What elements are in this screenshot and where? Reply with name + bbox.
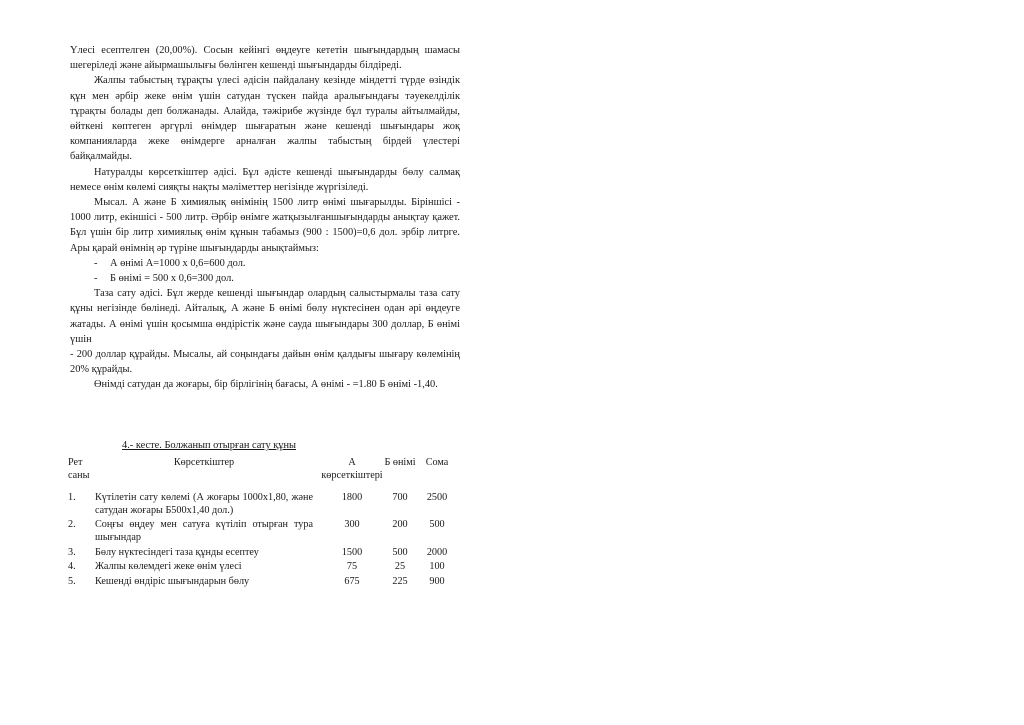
cell-a: 675 [344,575,360,587]
cell-b: 700 [392,492,408,504]
paragraph-net-sales-cont: - 200 доллар құрайды. Мысалы, ай соңындағы дайын өнім қалдығы шығару көлемінің 20% құрайды. [70,349,460,376]
header-a: А көрсеткіштері [321,457,383,481]
header-num: Рет саны [68,457,90,481]
cell-sum: 2500 [426,492,448,504]
sales-value-table [68,457,457,590]
cell-b: 500 [392,546,408,558]
header-sum: Сома [425,457,449,468]
cell-a: 75 [346,561,358,573]
table-row [68,519,457,546]
table-header-row [68,457,457,492]
list-item: - Б өнімі = 500 х 0,6=300 дол. [94,273,234,285]
table-row [68,576,457,591]
table-row [68,547,457,562]
header-indicator: Көрсеткіштер [173,457,235,468]
table-row [68,492,457,519]
list-item-text: Б өнімі = 500 х 0,6=300 дол. [110,273,234,285]
cell-sum: 100 [429,561,445,573]
paragraph-price: Өнімді сатудан да жоғары, бір бірлігінің бағасы, А өнімі - =1.80 Б өнімі -1,40. [94,379,438,391]
cell-num: 4. [68,561,76,573]
cell-sum: 2000 [426,546,448,558]
paragraph-example: Мысал. А және Б химиялық өнімінің 1500 литр өнімі шығарылды. Біріншісі - 1000 литр, екіншісі - 500 литр. Әрбір өнімге жатқызылғаншығындарды анықтау қажет. Бұл үшін бір литр химиялық өнім құнын табамыз (900 : 1500)=0,6 дол. эрбір литрге. Ары қарай өнімнің әр түріне шығындарды анықтаймыз: [70,197,460,254]
table-caption: 4.- кесте. Болжанып отырған сату құны [122,440,297,451]
paragraph-natural-indicators: Натуралды көрсеткіштер әдісі. Бұл әдісте кешенді шығындарды бөлу салмақ немесе өнім көлемі сияқты нақты мәліметтер негізінде жүргізіледі. [70,166,460,193]
cell-indicator: Жалпы көлемдегі жеке өнім үлесі [95,561,242,573]
cell-a: 1500 [341,546,363,558]
cell-b: 225 [392,575,408,587]
cell-a: 1800 [341,492,363,504]
cell-b: 200 [392,519,408,531]
cell-num: 5. [68,575,76,587]
header-b: Б өнімі [384,457,416,468]
cell-indicator: Соңғы өңдеу мен сатуға күтіліп отырған тура шығындар [95,519,313,543]
paragraph-share-intro: Үлесі есептелген (20,00%). Сосын кейінгі өңдеуге кететін шығындардың шамасы шегеріледі және айырмашылығы бөлінген кешенді шығындарды білдіреді. [70,45,460,72]
cell-sum: 900 [429,575,445,587]
cell-b: 25 [394,561,406,573]
cell-sum: 500 [429,519,445,531]
cell-num: 1. [68,492,76,504]
cell-indicator: Кешенді өндіріс шығындарын бөлу [95,575,250,587]
cell-indicator: Күтілетін сату көлемі (А жоғары 1000х1,80, және сатудан жоғары Б500х1,40 дол.) [95,492,313,516]
cell-num: 3. [68,546,76,558]
cell-indicator: Бөлу нүктесіндегі таза құнды есептеу [95,546,259,558]
paragraph-net-sales: Таза сату әдісі. Бұл жерде кешенді шығындар олардың салыстырмалы таза сату құны негізінде бөлінеді. Айталық, А және Б өнімі бөлу нүктесінен одан әрі өңдеуге жатады. А өнімі үшін қосымша өндірістік және сауда шығындары 300 доллар, Б өнімі үшін [70,288,460,345]
document-body [70,43,460,393]
cell-a: 300 [344,519,360,531]
paragraph-gross-margin: Жалпы табыстың тұрақты үлесі әдісін пайдалану кезінде міндетті түрде өзіндік құн мен әрбір жеке өнім үшін сатудан түскен пайда аралығындағы тәуекелділік тұрақты болады деп болжанады. Алайда, тәжірибе жүзінде бұл туралы айтылмайды, өйткені көптеген әргүрлі өнімдер шығаратын және кешенді шығындары жоқ компанияларда жеке өнімдерге арналған жалпы табыстың бірдей үлестері байқалмайды. [70,75,460,163]
list-item-text: А өнімі А=1000 х 0,6=600 дол. [110,257,246,269]
cell-num: 2. [68,519,76,531]
list-item: - А өнімі А=1000 х 0,6=600 дол. [94,257,246,269]
table-row [68,561,457,576]
